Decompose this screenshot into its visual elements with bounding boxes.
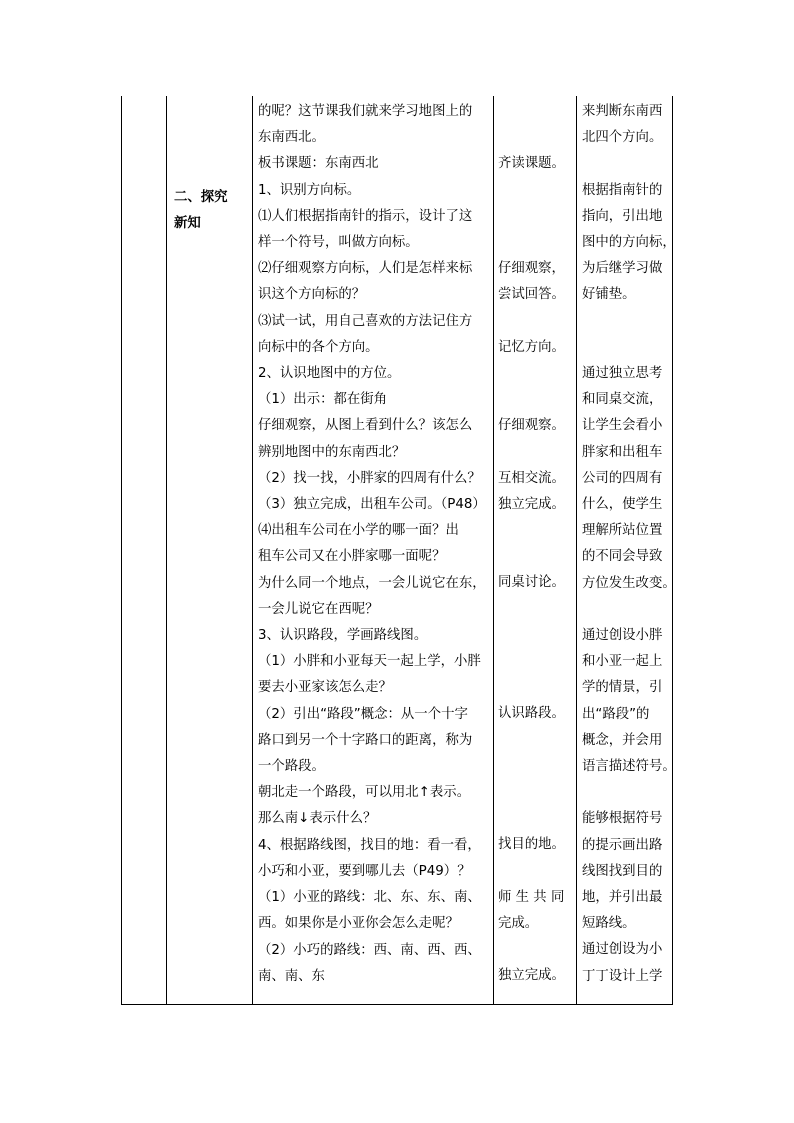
intent-line: 地，并引出最 <box>582 890 663 906</box>
intent-line: 和同桌交流， <box>582 392 663 408</box>
content-line: 样一个符号，叫做方向标。 <box>258 235 419 251</box>
content-line: （2）找一找，小胖家的四周有什么？ <box>258 470 481 486</box>
content-line: ⑵仔细观察方向标，人们是怎样来标 <box>258 261 473 277</box>
content-line: 路口到另一个十字路口的距离，称为 <box>258 732 473 748</box>
intent-line: 和小亚一起上 <box>582 654 663 670</box>
design-intent-cell <box>582 99 676 990</box>
content-line: 一个路段。 <box>258 759 325 775</box>
column-divider <box>576 96 577 1005</box>
content-line: 3、认识路段，学画路线图。 <box>258 628 428 644</box>
student-line: 尝试回答。 <box>498 287 565 303</box>
content-line: （1）小胖和小亚每天一起上学，小胖 <box>258 654 481 670</box>
content-line: （2）引出“路段”概念：从一个十字 <box>258 706 468 722</box>
intent-line: 公司的四周有 <box>582 470 663 486</box>
intent-line: 通过独立思考 <box>582 365 663 381</box>
intent-line: 线图找到目的 <box>582 863 663 879</box>
student-line: 仔细观察， <box>498 261 565 277</box>
content-line: 向标中的各个方向。 <box>258 339 379 355</box>
intent-line: 通过创设为小 <box>582 942 663 958</box>
content-line: 南、南、东 <box>258 968 325 984</box>
student-line: 同桌讨论。 <box>498 575 565 591</box>
student-line: 独立完成。 <box>498 968 565 984</box>
student-activity-cell <box>498 99 576 990</box>
content-line: 那么南↓表示什么？ <box>258 811 377 827</box>
intent-line: 理解所站位置 <box>582 523 663 539</box>
content-line: ⑴人们根据指南针的指示，设计了这 <box>258 208 473 224</box>
intent-line: 好铺垫。 <box>582 287 636 303</box>
intent-line: 概念，并会用 <box>582 732 663 748</box>
student-line: 齐读课题。 <box>498 156 565 172</box>
content-line: 一会儿说它在西呢？ <box>258 601 379 617</box>
content-line: （2）小巧的路线：西、南、西、西、 <box>258 942 481 958</box>
intent-line: 指向，引出地 <box>582 208 663 224</box>
student-line: 独立完成。 <box>498 496 565 512</box>
content-line: 板书课题：东南西北 <box>258 156 379 172</box>
intent-line: 图中的方向标， <box>582 235 676 250</box>
content-line: 租车公司又在小胖家哪一面呢？ <box>258 549 446 565</box>
content-line: 仔细观察，从图上看到什么？该怎么 <box>258 418 473 434</box>
content-line: 的呢？这节课我们就来学习地图上的 <box>258 104 473 119</box>
intent-line: 北四个方向。 <box>582 130 663 146</box>
intent-line: 的提示画出路 <box>582 837 663 853</box>
student-line: 互相交流。 <box>498 470 565 486</box>
content-line: 识这个方向标的？ <box>258 287 366 303</box>
section-title-line: 二、探究 <box>174 189 228 205</box>
content-line: 4、根据路线图，找目的地：看一看， <box>258 837 481 853</box>
content-line: 2、认识地图中的方位。 <box>258 366 401 382</box>
intent-line: 学的情景，引 <box>582 680 663 696</box>
student-line: 认识路段。 <box>498 706 565 722</box>
student-line: 师 生 共 同 <box>498 889 565 905</box>
intent-line: 的不同会导致 <box>582 549 663 565</box>
intent-line: 能够根据符号 <box>582 811 663 827</box>
intent-line: 出“路段”的 <box>582 706 650 722</box>
section-title-line: 新知 <box>174 215 201 231</box>
content-line: （3）独立完成，出租车公司。（P48） <box>258 497 486 513</box>
intent-line: 为后继学习做 <box>582 261 663 277</box>
student-line: 记忆方向。 <box>498 339 565 355</box>
student-line: 仔细观察。 <box>498 418 565 434</box>
content-line: 1、识别方向标。 <box>258 182 361 198</box>
intent-line: 短路线。 <box>582 916 636 932</box>
intent-line: 语言描述符号。 <box>582 759 676 775</box>
content-line: 小巧和小亚，要到哪儿去（P49）？ <box>258 863 471 879</box>
intent-line: 根据指南针的 <box>582 182 663 198</box>
student-line: 完成。 <box>498 915 539 931</box>
content-line: ⑶试一试，用自己喜欢的方法记住方 <box>258 313 473 329</box>
column-divider <box>252 96 253 1005</box>
column-divider <box>493 96 494 1005</box>
section-cell <box>174 184 244 236</box>
column-divider <box>166 96 167 1005</box>
content-line: 东南西北。 <box>258 130 325 146</box>
content-line: （1）小亚的路线：北、东、东、南、 <box>258 890 481 906</box>
content-line: ⑷出租车公司在小学的哪一面？出 <box>258 523 459 539</box>
content-line: 西。如果你是小亚你会怎么走呢？ <box>258 916 459 932</box>
intent-line: 丁丁设计上学 <box>582 968 663 984</box>
teaching-content-cell <box>258 99 490 990</box>
content-line: （1）出示：都在街角 <box>258 392 388 408</box>
content-line: 朝北走一个路段，可以用北↑表示。 <box>258 785 471 801</box>
intent-line: 来判断东南西 <box>582 104 663 119</box>
student-line: 找目的地。 <box>498 837 565 853</box>
content-line: 要去小亚家该怎么走？ <box>258 680 392 696</box>
intent-line: 胖家和出租车 <box>582 444 663 460</box>
content-line: 辨别地图中的东南西北？ <box>258 444 406 460</box>
intent-line: 让学生会看小 <box>582 418 663 434</box>
intent-line: 什么，使学生 <box>582 497 663 512</box>
content-line: 为什么同一个地点，一会儿说它在东， <box>258 575 486 591</box>
intent-line: 通过创设小胖 <box>582 628 663 643</box>
intent-line: 方位发生改变。 <box>582 575 676 591</box>
